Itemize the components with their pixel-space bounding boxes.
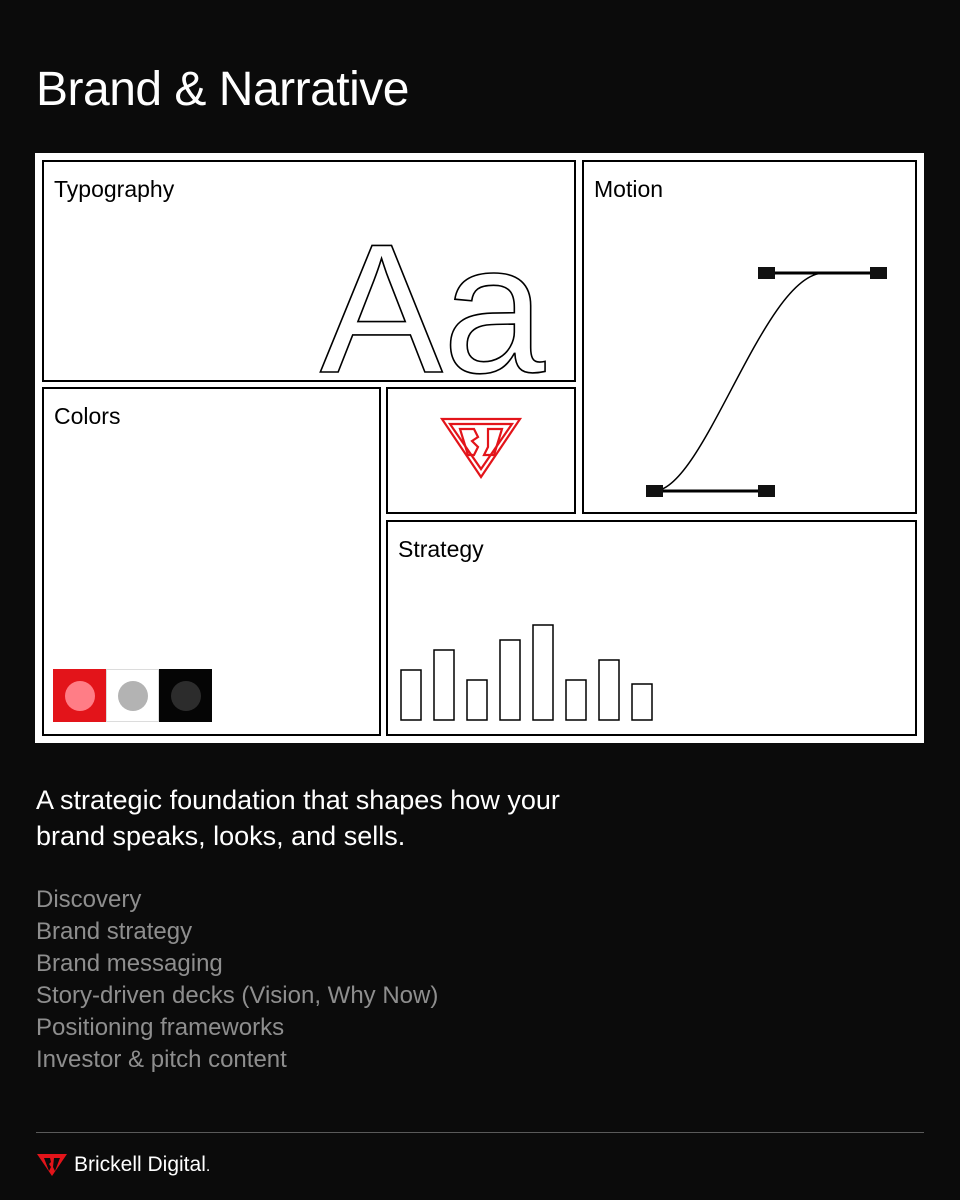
brand-mark: .: [205, 1158, 211, 1175]
strategy-bar: [467, 680, 487, 720]
swatch-dot: [118, 681, 148, 711]
motion-label: Motion: [594, 176, 664, 202]
strategy-bar: [632, 684, 652, 720]
service-item: Brand strategy: [36, 918, 193, 945]
strategy-bar: [500, 640, 520, 720]
typography-label: Typography: [54, 176, 175, 202]
logo-card: [386, 387, 576, 514]
colors-card: [42, 387, 381, 736]
brand-board: [35, 153, 924, 743]
strategy-label: Strategy: [398, 536, 484, 562]
swatch-row: [53, 669, 212, 722]
colors-label: Colors: [54, 403, 121, 429]
service-item: Positioning frameworks: [36, 1014, 285, 1041]
strategy-bar: [566, 680, 586, 720]
strategy-bar: [599, 660, 619, 720]
brand-monogram-icon: [388, 389, 574, 512]
services-list: [36, 884, 438, 1076]
easing-curve-icon: [584, 162, 915, 512]
bezier-handle-icon: [646, 485, 663, 497]
strategy-card: [386, 520, 917, 736]
tagline: A strategic foundation that shapes how your brand speaks, looks, and sells.: [36, 785, 560, 851]
swatch-dot: [171, 681, 201, 711]
strategy-bar: [401, 670, 421, 720]
typography-card: [42, 160, 576, 382]
service-item: Brand messaging: [36, 950, 223, 977]
swatch-white: [106, 669, 159, 722]
strategy-bar: [434, 650, 454, 720]
motion-card: [582, 160, 917, 514]
swatch-red: [53, 669, 106, 722]
swatch-dot: [65, 681, 95, 711]
service-item: Investor & pitch content: [36, 1046, 287, 1073]
bezier-handle-icon: [758, 485, 775, 497]
service-item: Story-driven decks (Vision, Why Now): [36, 982, 439, 1009]
service-item: Discovery: [36, 886, 142, 913]
specimen-glyphs: Aa: [320, 205, 546, 380]
bezier-handle-icon: [870, 267, 887, 279]
footer-divider: [36, 1132, 924, 1133]
brickell-logo-icon: [36, 1152, 68, 1178]
swatch-black: [159, 669, 212, 722]
brand-name[interactable]: [74, 1152, 210, 1180]
page-title: Brand & Narrative: [36, 63, 409, 116]
typography-specimen: [44, 162, 574, 380]
strategy-bar: [533, 625, 553, 720]
strategy-bar-chart: [388, 522, 915, 734]
brand-name-text: Brickell Digital: [74, 1153, 206, 1176]
bezier-handle-icon: [758, 267, 775, 279]
